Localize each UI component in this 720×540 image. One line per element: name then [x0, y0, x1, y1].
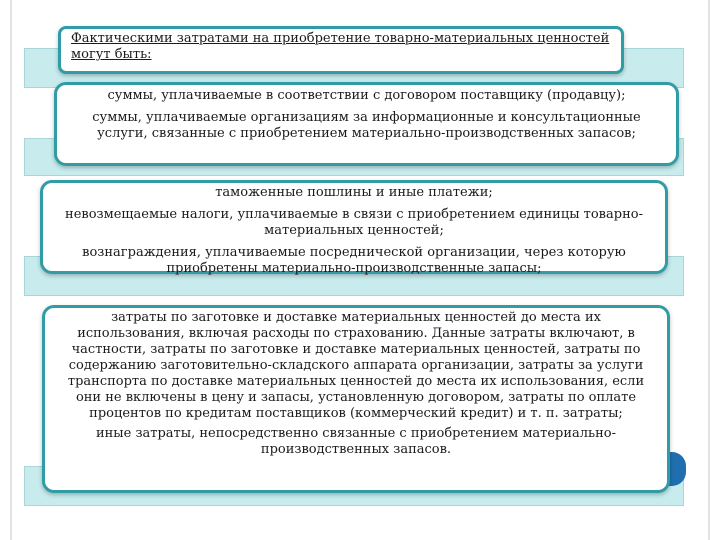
list-item: иные затраты, непосредственно связанные с приобретением материально-производственных запасов.: [95, 426, 617, 457]
list-item: таможенные пошлины и иные платежи;: [215, 185, 493, 200]
intro-text: Фактическими затратами на приобретение товарно-материальных ценностей могут быть:: [71, 31, 610, 62]
costs-group-3: [42, 305, 670, 493]
list-item: вознаграждения, уплачиваемые посреднической организации, через которую приобретены материально-производственные запасы;: [82, 245, 626, 276]
intro-box: [58, 26, 624, 74]
costs-group-2: [40, 180, 668, 274]
list-item: суммы, уплачиваемые организациям за информационные и консультационные услуги, связанные с приобретением материально-производственных запасов;: [92, 110, 641, 141]
costs-group-1: [54, 82, 679, 166]
list-item: затраты по заготовке и доставке материальных ценностей до места их использования, включая расходы по страхованию. Данные затраты включают, в частности, затраты по заготовке и доставке материальных ценностей, затраты по содержанию заготовительно-складского аппарата организации, затраты за услуги транспорта по доставке материальных ценностей до места их использования, если они не включены в цену и запасы, установленную договором, затраты по оплате процентов по кредитам поставщиков (коммерческий кредит) и т. п. затраты;: [67, 310, 645, 421]
list-item: невозмещаемые налоги, уплачиваемые в связи с приобретением единицы товарно-материальных ценностей;: [65, 207, 643, 238]
list-item: суммы, уплачиваемые в соответствии с договором поставщику (продавцу);: [107, 88, 626, 103]
slide-frame-right: [708, 0, 710, 540]
slide-frame-left: [10, 0, 12, 540]
